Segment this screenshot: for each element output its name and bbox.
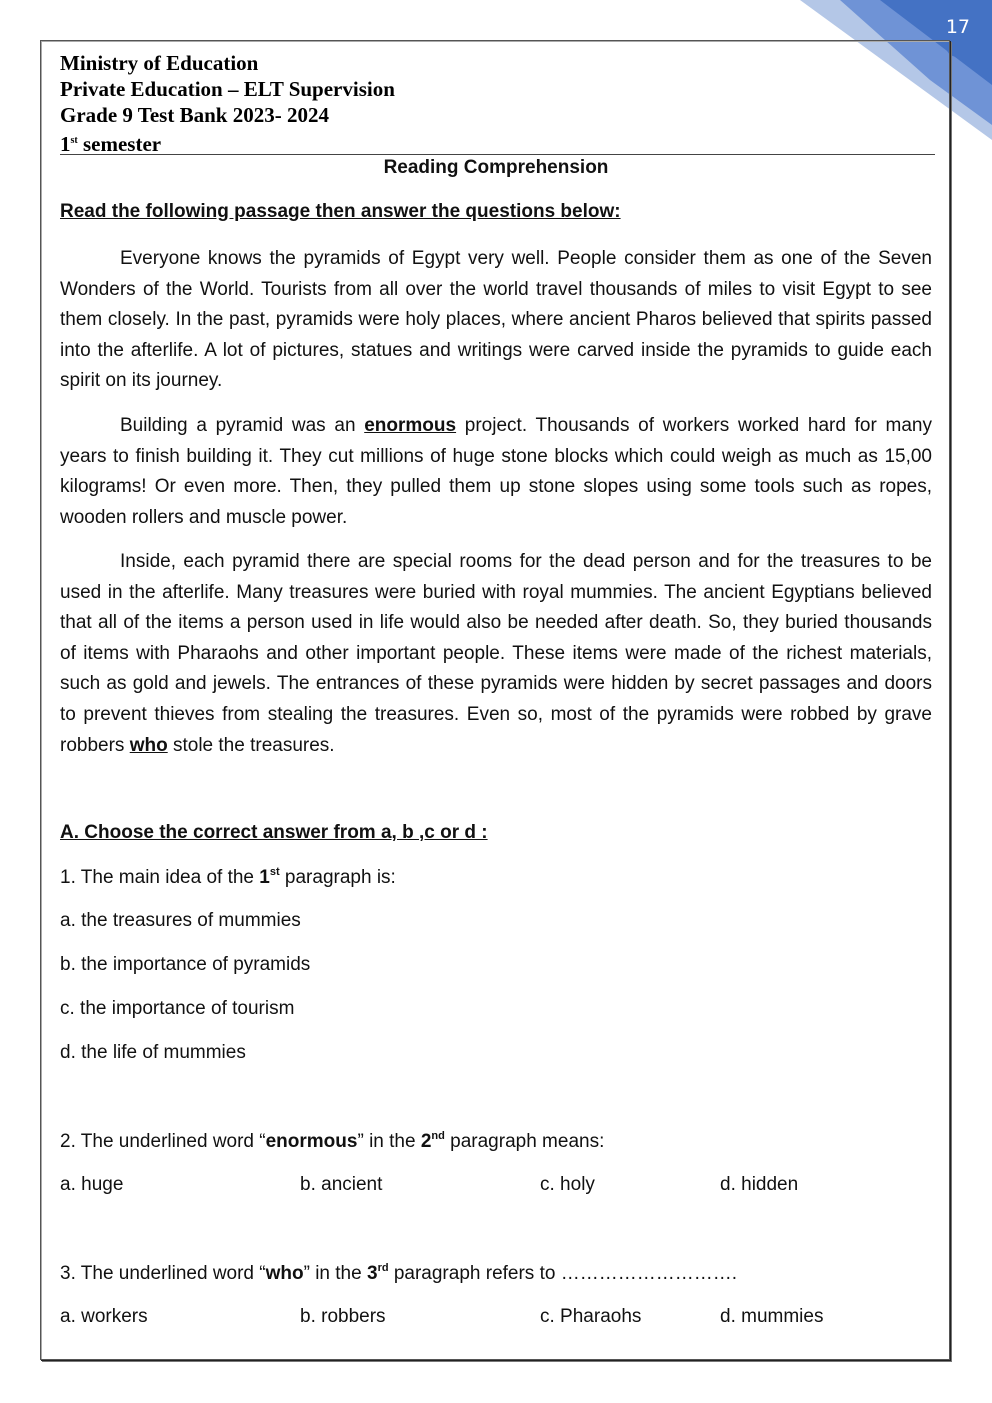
- header-divider: [60, 154, 935, 155]
- passage-paragraph-3: Inside, each pyramid there are special rooms for the dead person and for the treasures to be used in the afterlife. Many treasures were buried with royal mummies. The ancient Egyptians believed that all of the items a person used in life would also be needed after death. So, they buried thousands of items with Pharaohs and other important people. These items were made of the richest materials, such as gold and jewels. The entrances of these pyramids were hidden by secret passages and doors to prevent thieves from stealing the treasures. Even so, most of the pyramids were robbed by grave robbers who stole the treasures.: [60, 551, 932, 756]
- q2-option-c[interactable]: c. holy: [540, 1174, 595, 1195]
- passage-paragraph-1: Everyone knows the pyramids of Egypt very well. People consider them as one of the Seven Wonders of the World. Tourists from all over the world travel thousands of miles to visit Egypt to see them closely. In the past, pyramids were holy places, where ancient Pharos believed that spirits passed into the afterlife. A lot of pictures, statues and writings were carved inside the pyramids to guide each spirit on its journey.: [60, 248, 932, 392]
- instruction: Read the following passage then answer the questions below:: [60, 201, 621, 222]
- question-2: 2. The underlined word “enormous” in the 2nd paragraph means:: [60, 1130, 605, 1152]
- page-number: 17: [945, 16, 970, 38]
- q3-option-a[interactable]: a. workers: [60, 1306, 148, 1327]
- q3-option-c[interactable]: c. Pharaohs: [540, 1306, 642, 1327]
- passage-paragraph-2: Building a pyramid was an enormous project. Thousands of workers worked hard for many years to finish building it. They cut millions of huge stone blocks which could weigh as much as 15,00 kilograms! Or even more. Then, they pulled them up stone slopes using some tools such as ropes, wooden rollers and muscle power.: [60, 415, 932, 528]
- underlined-word-enormous: enormous: [364, 415, 457, 436]
- header-semester: 1st semester: [60, 132, 162, 156]
- q2-option-b[interactable]: b. ancient: [300, 1174, 383, 1195]
- header-test-bank: Grade 9 Test Bank 2023- 2024: [60, 103, 329, 127]
- q3-option-b[interactable]: b. robbers: [300, 1306, 386, 1327]
- q1-option-c[interactable]: c. the importance of tourism: [60, 998, 295, 1019]
- question-3: 3. The underlined word “who” in the 3rd paragraph refers to ……………………….: [60, 1262, 737, 1284]
- section-a-heading: A. Choose the correct answer from a, b ,c or d :: [60, 822, 488, 843]
- q2-option-a[interactable]: a. huge: [60, 1174, 124, 1195]
- section-title: Reading Comprehension: [383, 157, 609, 178]
- question-1: 1. The main idea of the 1st paragraph is:: [60, 866, 396, 888]
- q1-option-d[interactable]: d. the life of mummies: [60, 1042, 246, 1063]
- header-ministry: Ministry of Education: [60, 51, 259, 75]
- underlined-word-who: who: [129, 734, 168, 756]
- header-department: Private Education – ELT Supervision: [60, 77, 395, 101]
- q1-option-b[interactable]: b. the importance of pyramids: [60, 954, 311, 975]
- q3-option-d[interactable]: d. mummies: [720, 1306, 824, 1327]
- q2-option-d[interactable]: d. hidden: [720, 1174, 799, 1195]
- document-header: [60, 50, 395, 157]
- q1-option-a[interactable]: a. the treasures of mummies: [60, 910, 301, 931]
